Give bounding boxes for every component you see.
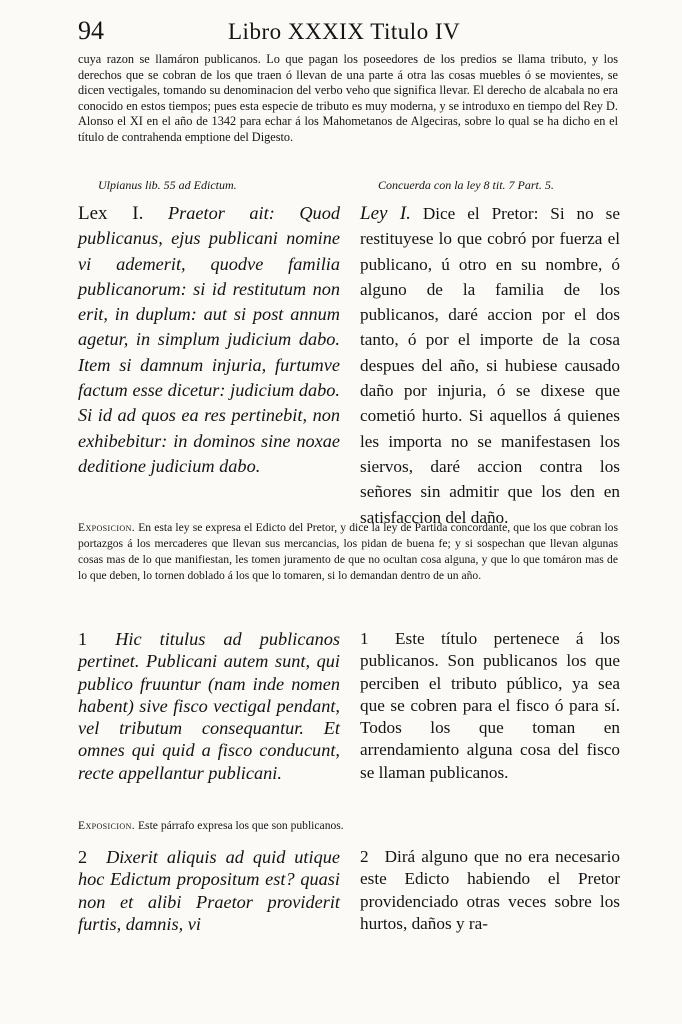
latin-paragraph-1 bbox=[78, 628, 340, 784]
exposicion-label: Exposicion. bbox=[78, 521, 136, 534]
intro-paragraph: cuya razon se llamáron publicanos. Lo que pagan los poseedores de los predios se llama tributo, y los derechos que se cobran de los que traen ó llevan de una parte á otra las cosas muebles ó se movientes, se dicen vectigales, tomando su denominacion del verbo veho que significa llevar. El derecho de alcabala no era conocido en estos tiempos; pues esta especie de tributo es muy moderna, y se introduxo en tiempo del Rey D. Alonso el XI en el año de 1342 para echar á los Mahometanos de Algeciras, sobre lo qual se ha dicho en el título de contrahenda emptione del Digesto. bbox=[78, 52, 618, 144]
spanish-law-body: Dice el Pretor: Si no se restituyese lo que cobró por fuerza el publicano, ú otro en su nombre, ó alguno de la familia de los publicanos, daré accion por el dos tanto, ó por el importe de la cosa despues del año, si hubiese causado daño por injuria, ó se dixese que cometió hurto. Si aquellos á quienes les importa no se manifestasen los siervos, daré accion contra los señores sin admitir que los den en satisfaccion del daño. bbox=[360, 204, 620, 527]
exposicion-label: Exposicion. bbox=[78, 819, 136, 832]
latin-paragraph-body: Hic titulus ad publicanos pertinet. Publicani autem sunt, qui publico fruuntur (nam inde nomen habent) sive fisco vectigal pendant, vel tributum consequantur. Et omnes qui quid a fisco conducunt, recte appellantur publicani. bbox=[78, 629, 340, 783]
spanish-paragraph-1 bbox=[360, 628, 620, 784]
spanish-paragraph-2 bbox=[360, 846, 620, 935]
exposicion-text: Este párrafo expresa los que son publicanos. bbox=[137, 819, 344, 832]
paragraph-number: 2 bbox=[360, 847, 369, 866]
latin-source: Ulpianus lib. 55 ad Edictum. bbox=[98, 178, 237, 192]
exposicion-1 bbox=[78, 520, 618, 584]
latin-law-text bbox=[78, 201, 340, 479]
paragraph-number: 1 bbox=[78, 629, 88, 649]
spanish-concordance: Concuerda con la ley 8 tit. 7 Part. 5. bbox=[378, 178, 554, 192]
latin-paragraph-body: Dixerit aliquis ad quid utique hoc Edictum propositum est? quasi non et alibi Praetor providerit furtis, damnis, vi bbox=[78, 847, 340, 934]
source-line bbox=[78, 178, 618, 198]
latin-law-heading: Lex I. bbox=[78, 203, 144, 224]
exposicion-text: En esta ley se expresa el Edicto del Pretor, y dice la ley de Partida concordante, que los que cobran los portazgos á los mercaderes que llevan sus mercancias, los pidan de buena fe; y si sospechan que llevan algunas cosas mas de lo que manifiestan, les tomen juramento de que no ocultan cosa alguna, y que lo que tomáron mas de lo que deben, lo tornen doblado á los que lo tomaren, si lo demandan dentro de un año. bbox=[78, 521, 618, 583]
spanish-paragraph-body: Este título pertenece á los publicanos. Son publicanos los que perciben el tributo público, ya sea que se cobren para el fisco ó para sí. Todos los que toman en arrendamiento alguna cosa del fisco se llaman publicanos. bbox=[360, 629, 620, 782]
running-head: Libro XXXIX Titulo IV bbox=[228, 19, 461, 44]
paragraph-number: 1 bbox=[360, 629, 369, 648]
page-header bbox=[78, 16, 618, 52]
exposicion-2 bbox=[78, 818, 618, 834]
latin-paragraph-2 bbox=[78, 846, 340, 935]
spanish-law-text bbox=[360, 201, 620, 530]
spanish-paragraph-body: Dirá alguno que no era necesario este Edicto habiendo el Pretor providenciado otras veces sobre los hurtos, daños y ra- bbox=[360, 847, 621, 933]
latin-law-body: Praetor ait: Quod publicanus, ejus publicani nomine vi ademerit, quodve familia publicanorum: si id restitutum non erit, in duplum: aut si post annum agetur, in simplum judicium dabo. Item si damnum injuria, furtumve factum esse dicetur: judicium dabo. Si id ad quos ea res pertinebit, non exhibebitur: in dominos sine noxae deditione judicium dabo. bbox=[78, 203, 340, 476]
paragraph-number: 2 bbox=[78, 847, 88, 867]
spanish-law-heading: Ley I. bbox=[360, 203, 411, 224]
page-number: 94 bbox=[78, 16, 104, 45]
